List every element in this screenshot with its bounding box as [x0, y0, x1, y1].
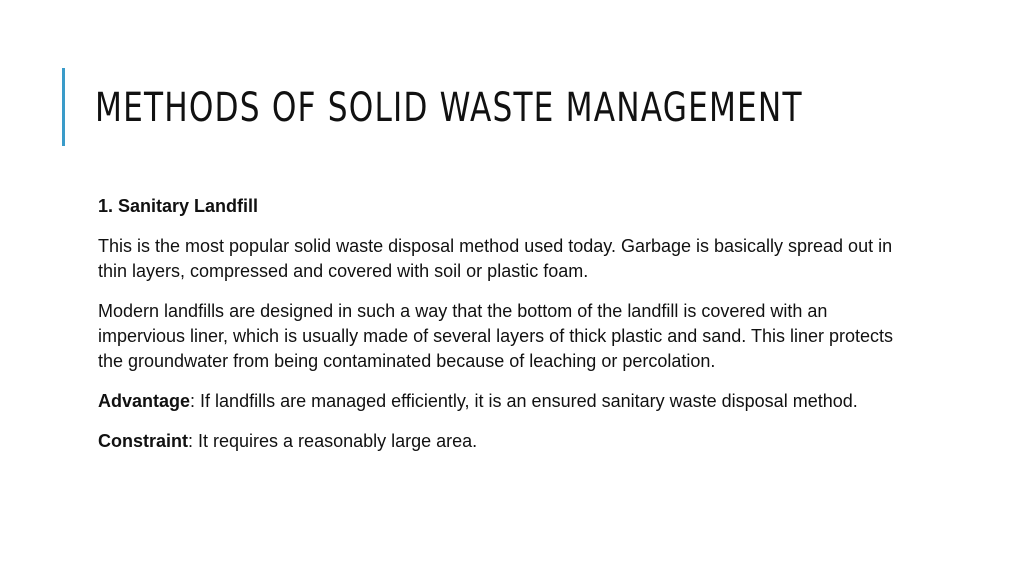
- constraint-text: It requires a reasonably large area.: [198, 431, 478, 451]
- paragraph-description: This is the most popular solid waste disposal method used today. Garbage is basically spread out in thin layers, compressed and covered with soil or plastic foam.: [98, 236, 893, 281]
- slide-title: METHODS OF SOLID WASTE MANAGEMENT: [95, 85, 803, 131]
- advantage-paragraph: [98, 389, 898, 414]
- constraint-term: Constraint: [98, 431, 188, 451]
- paragraph-modern-landfills: Modern landfills are designed in such a way that the bottom of the landfill is covered with an impervious liner, which is usually made of several layers of thick plastic and sand. This liner protects the groundwater from being contaminated because of leaching or percolation.: [98, 301, 894, 371]
- advantage-text: If landfills are managed efficiently, it is an ensured sanitary waste disposal method.: [200, 391, 858, 411]
- constraint-paragraph: [98, 429, 898, 454]
- title-accent-bar: [62, 68, 65, 146]
- constraint-separator: :: [188, 431, 199, 451]
- slide-content: [98, 194, 898, 469]
- section-heading: 1. Sanitary Landfill: [98, 196, 259, 216]
- advantage-term: Advantage: [98, 391, 191, 411]
- advantage-separator: :: [190, 391, 201, 411]
